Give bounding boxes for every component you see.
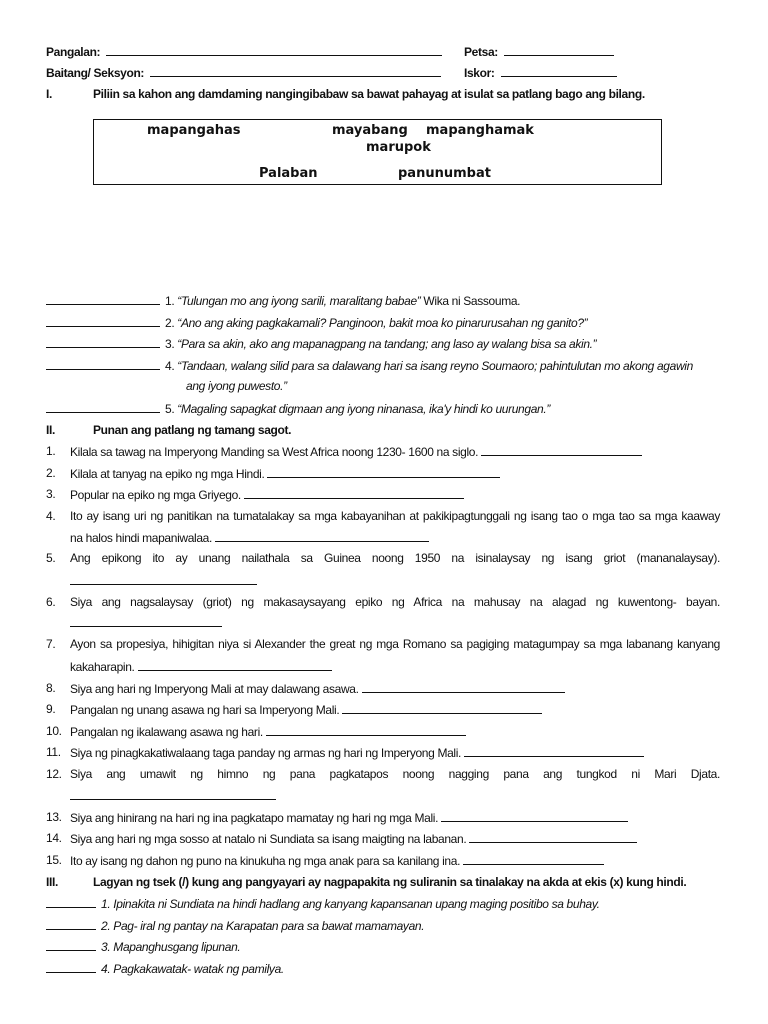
date-field: [464, 44, 614, 59]
answer-blank[interactable]: [46, 293, 160, 305]
word-choice: mapangahas: [147, 123, 241, 138]
list-item: 1. Ipinakita ni Sundiata na hindi hadlang ang kanyang kapansanan upang maging positibo sa buhay.: [46, 896, 600, 911]
section-instruction: Punan ang patlang ng tamang sagot.: [93, 423, 292, 437]
answer-blank[interactable]: [441, 810, 628, 822]
list-item: 4. “Tandaan, walang silid para sa dalawang hari sa isang reyno Soumaoro; pahintulutan mo akong agawin: [46, 358, 726, 373]
section-instruction: Piliin sa kahon ang damdaming nangingibabaw sa bawat pahayag at isulat sa patlang bago ang bilang.: [93, 87, 645, 101]
answer-blank[interactable]: [70, 788, 276, 800]
list-item: 1. “Tulungan mo ang iyong sarili, maralitang babae” Wika ni Sassouma.: [46, 293, 726, 308]
answer-blank[interactable]: [469, 831, 637, 843]
word-choice: mapanghamak: [426, 123, 534, 138]
answer-blank[interactable]: [266, 724, 466, 736]
answer-blank[interactable]: [138, 659, 332, 671]
answer-blank[interactable]: [70, 573, 257, 585]
worksheet-page: Pangalan: Petsa: Baitang/ Seksyon: Iskor: I. Piliin sa kahon ang damdaming nangingibabaw sa bawat pahayag at isulat sa patlang bago ang bilang. mapangahas mayabang mapanghamak marupok Palaban panunumbat 1. “Tulungan mo ang iyong sarili, maralitang babae” Wika ni Sassouma. 2. “Ano ang aking pagkakamali? Panginoon, bakit moa ko pinarurusahan ng ganito?” 3. “Para sa akin, ako ang mapanagpang na tandang; ang laso ay walang bisa sa akin.” 4. “Tandaan, walang silid para sa dalawang hari sa isang reyno Soumaoro; pahintulutan mo akong agawin ang iyong puwesto.” 5. “Magaling sapagkat digmaan ang iyong ninanasa, ika'y hindi ko uurungan.” II. Punan ang patlang ng tamang sagot. 1. Kilala sa tawag na Imperyong Manding sa West Africa noong 1230- 1600 na siglo. 2. Kilala at tanyag na epiko ng mga Hindi. 3. Popular na epiko ng mga Griyego. 4. Ito ay isang uri ng panitikan na tumatalakay sa mga kabayanihan at pakikipagtunggali ng isang tao o mga tao sa mga kaaway na halos hindi mapaniwalaa. 5. Ang epikong ito ay unang nailathala sa Guinea noong 1950 na isinalaysay ng isang griot (mananalaysay). 6. Siya ang nagsalaysay (griot) ng makasaysayang epiko ng Africa na mahusay na alagad ng kuwentong- bayan. 7. Ayon sa propesiya, hihigitan niya si Alexander the great ng mga Romano sa pagiging matagumpay sa mga labanang kanyang kakaharapin. 8. Siya ang hari ng Imperyong Mali at may dalawang asawa. 9. Pangalan ng unang asawa ng hari sa Imperyong Mali. 10. Pangalan ng ikalawang asawa ng hari. 11. Siya ng pinagkakatiwalaang taga panday ng armas ng hari ng Imperyong Mali. 12. Siya ang umawit ng himno ng pana pagkatapos noong nagging pana ang tungkod ni Mari Djata. 13. Siya ang hinirang na hari ng ina pagkatapo mamatay ng hari ng mga Mali. 14. Siya ang hari ng mga sosso at natalo ni Sundiata sa isang maigting na labanan. 15. Ito ay isang ng dahon ng puno na kinukuha ng mga anak para sa kanilang ina. III. Lagyan ng tsek (/) kung ang pangyayari ay nagpapakita ng suliranin sa tinalakay na akda at ekis (x) kung hindi. 1. Ipinakita ni Sundiata na hindi hadlang ang kanyang kapansanan upang maging positibo sa buhay. 2. Pag- iral ng pantay na Karapatan para sa bawat mamamayan. 3. Mapanghusgang lipunan. 4. Pagkakawatak- watak ng pamilya.: [0, 0, 768, 1024]
answer-blank[interactable]: [46, 358, 160, 370]
name-field: [46, 44, 442, 59]
answer-blank[interactable]: [342, 702, 542, 714]
answer-blank[interactable]: [46, 401, 160, 413]
grade-field: [46, 65, 441, 80]
section-2-heading: [46, 423, 291, 437]
answer-blank[interactable]: [362, 681, 565, 693]
answer-blank[interactable]: [481, 444, 642, 456]
answer-blank[interactable]: [267, 466, 500, 478]
list-item: 5. “Magaling sapagkat digmaan ang iyong ninanasa, ika'y hindi ko uurungan.”: [46, 401, 726, 416]
answer-blank[interactable]: [463, 853, 604, 865]
word-choice-box: [93, 119, 662, 185]
answer-blank[interactable]: [46, 939, 96, 951]
list-item: 3. “Para sa akin, ako ang mapanagpang na tandang; ang laso ay walang bisa sa akin.”: [46, 336, 726, 351]
name-blank[interactable]: [106, 44, 442, 56]
answer-blank[interactable]: [46, 315, 160, 327]
grade-blank[interactable]: [150, 65, 441, 77]
answer-blank[interactable]: [46, 336, 160, 348]
list-item: 4. Pagkakawatak- watak ng pamilya.: [46, 961, 284, 976]
word-choice: panunumbat: [398, 166, 491, 181]
answer-blank[interactable]: [70, 615, 222, 627]
answer-blank[interactable]: [46, 918, 96, 930]
section-instruction: Lagyan ng tsek (/) kung ang pangyayari ay nagpapakita ng suliranin sa tinalakay na akda at ekis (x) kung hindi.: [93, 875, 687, 889]
section-3-heading: [46, 875, 686, 889]
answer-blank[interactable]: [464, 745, 644, 757]
answer-blank[interactable]: [244, 487, 464, 499]
score-blank[interactable]: [501, 65, 617, 77]
list-item: 2. Pag- iral ng pantay na Karapatan para sa bawat mamamayan.: [46, 918, 424, 933]
score-field: [464, 65, 617, 80]
list-item-continuation: ang iyong puwesto.”: [186, 379, 287, 393]
date-label: Petsa:: [464, 45, 498, 59]
answer-blank[interactable]: [46, 961, 96, 973]
section-1-heading: [46, 87, 645, 101]
word-choice: Palaban: [259, 166, 318, 181]
word-choice: marupok: [366, 140, 431, 155]
date-blank[interactable]: [504, 44, 614, 56]
section-number: II.: [46, 423, 55, 437]
grade-label: Baitang/ Seksyon:: [46, 66, 145, 80]
name-label: Pangalan:: [46, 45, 101, 59]
list-item: 3. Mapanghusgang lipunan.: [46, 939, 240, 954]
section-number: III.: [46, 875, 58, 889]
score-label: Iskor:: [464, 66, 495, 80]
answer-blank[interactable]: [46, 896, 96, 908]
section-number: I.: [46, 87, 52, 101]
word-choice: mayabang: [332, 123, 408, 138]
answer-blank[interactable]: [215, 530, 429, 542]
list-item: 2. “Ano ang aking pagkakamali? Panginoon, bakit moa ko pinarurusahan ng ganito?”: [46, 315, 726, 330]
